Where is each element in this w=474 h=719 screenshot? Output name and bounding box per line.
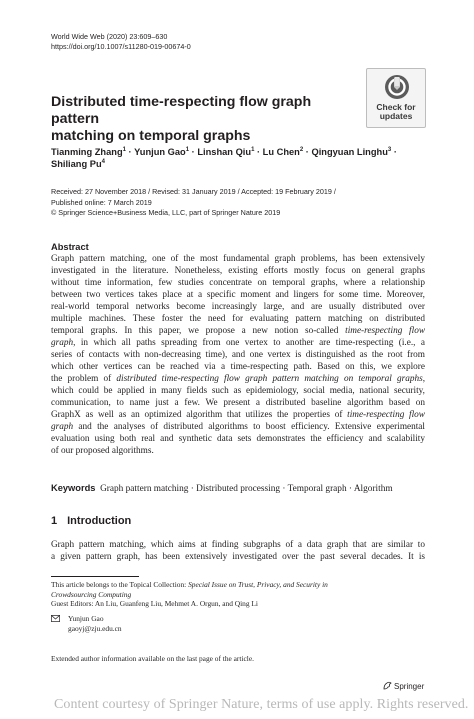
dates-line-1: Received: 27 November 2018 / Revised: 31 January 2019 / Accepted: 19 February 2019 / bbox=[51, 187, 336, 196]
author-separator: · bbox=[189, 147, 198, 157]
update-check-icon bbox=[384, 74, 410, 100]
dates-line-2: Published online: 7 March 2019 bbox=[51, 197, 152, 207]
section-number: 1 bbox=[51, 515, 58, 527]
article-title bbox=[51, 94, 351, 145]
publication-dates bbox=[51, 187, 336, 219]
abstract-line: between two vertices takes place at a specific moment and lingers for some time. Moreover, bbox=[51, 290, 425, 300]
check-for-updates-badge[interactable] bbox=[366, 68, 426, 128]
affiliation-marker: 1 bbox=[122, 147, 126, 153]
author-name: Lu Chen bbox=[262, 147, 300, 157]
abstract-line: multiple machines. These foster the need for evaluating pattern matching on distributed bbox=[51, 314, 425, 324]
journal-citation bbox=[51, 32, 191, 52]
author-name: Yunjun Gao bbox=[134, 147, 186, 157]
collection-title-cont: Crowdsourcing Computing bbox=[51, 589, 132, 599]
affiliation-marker: 1 bbox=[251, 147, 255, 153]
section-heading-introduction bbox=[51, 515, 131, 527]
emphasis: graph bbox=[51, 422, 74, 432]
abstract-line: graph and the analyses of distributed algorithms to boost efficiency. Extensive experimental bbox=[51, 422, 425, 432]
abstract-line: investigated in the literature. Nonetheless, existing efforts mostly focus on general graphs bbox=[51, 266, 425, 276]
author-name: Shiliang Pu bbox=[51, 158, 102, 169]
author-name: Linshan Qiu bbox=[197, 147, 252, 157]
section-title: Introduction bbox=[67, 515, 132, 527]
topical-collection-note bbox=[51, 580, 431, 609]
abstract-line: real-world temporal networks become increasingly large, and are usually distributed over bbox=[51, 302, 425, 312]
keywords-label: Keywords bbox=[51, 483, 96, 493]
footnote-rule bbox=[51, 576, 139, 577]
copyright-line: © Springer Science+Business Media, LLC, part of Springer Nature 2019 bbox=[51, 208, 281, 217]
author-list bbox=[51, 147, 431, 170]
keywords-line bbox=[51, 483, 393, 494]
introduction-text bbox=[51, 539, 425, 563]
publisher-name: Springer bbox=[394, 682, 425, 691]
abstract-heading: Abstract bbox=[51, 242, 89, 252]
abstract-line: Graph pattern matching, one of the most fundamental graph problems, has been extensively bbox=[51, 254, 425, 264]
author-name: Qingyuan Linghu bbox=[311, 147, 388, 157]
abstract-line: temporal graphs. In this paper, we propose a new notion so-called time-respecting flow bbox=[51, 326, 425, 336]
affiliation-marker: 1 bbox=[185, 147, 190, 153]
emphasis: time-respecting flow bbox=[345, 326, 425, 336]
abstract-line: of our proposed algorithms. bbox=[51, 446, 154, 456]
publisher-logo bbox=[383, 681, 424, 691]
collection-title: Special Issue on Trust, Privacy, and Security in bbox=[188, 580, 328, 589]
extended-author-note: Extended author information available on the last page of the article. bbox=[51, 654, 254, 663]
badge-label bbox=[367, 103, 425, 121]
footnote-prefix: This article belongs to the Topical Collection: bbox=[51, 580, 189, 589]
contact-name: Yunjun Gao bbox=[68, 614, 104, 623]
abstract-line: evaluation using both real and synthetic data sets demonstrates the efficiency and scalability bbox=[51, 434, 425, 444]
emphasis: distributed time-respecting flow graph pattern matching on temporal graphs bbox=[116, 374, 423, 384]
emphasis: graph bbox=[51, 338, 74, 348]
abstract-line: the problem of distributed time-respecting flow graph pattern matching on temporal graphs, bbox=[51, 374, 425, 384]
courtesy-watermark: Content courtesy of Springer Nature, terms of use apply. Rights reserved. bbox=[54, 697, 469, 712]
badge-label-line1: Check for bbox=[376, 102, 416, 112]
author-separator: · bbox=[303, 147, 312, 157]
author-separator: · bbox=[391, 147, 397, 157]
abstract-line: graph, in which all paths spreading from one vertex to another are time-respecting (i.e., a bbox=[51, 338, 425, 348]
abstract-line: which could be applied in many fields such as epidemiology, social media, national security, bbox=[51, 386, 425, 396]
author-separator: · bbox=[125, 147, 135, 157]
guest-editors: Guest Editors: An Liu, Guanfeng Liu, Mehmet A. Orgun, and Qing Li bbox=[51, 599, 258, 608]
emphasis: time-respecting flow bbox=[347, 410, 425, 420]
affiliation-marker: 2 bbox=[299, 147, 304, 153]
introduction-line: Graph pattern matching, which aims at finding subgraphs of a data graph that are similar to bbox=[51, 540, 425, 550]
envelope-icon bbox=[51, 615, 60, 622]
springer-horse-icon bbox=[383, 681, 392, 690]
abstract-text bbox=[51, 253, 425, 457]
author-separator: · bbox=[254, 147, 263, 157]
footnote-line-2 bbox=[51, 590, 431, 600]
keywords-text: Graph pattern matching · Distributed processing · Temporal graph · Algorithm bbox=[100, 484, 393, 494]
affiliation-marker: 3 bbox=[387, 147, 392, 153]
abstract-line: communication, to name just a few. We present a distributed baseline algorithm based on bbox=[51, 398, 425, 408]
footnote-line-1 bbox=[51, 580, 431, 590]
abstract-line: GraphX as well as an optimized algorithm that utilizes the properties of time-respecting flow bbox=[51, 410, 425, 420]
introduction-line: a given pattern graph, has been extensively investigated over the past several decades. It is bbox=[51, 552, 425, 562]
badge-label-line2: updates bbox=[379, 111, 413, 121]
abstract-line: which other vertices can be reached via a time-respecting path. Based on this, we explore bbox=[51, 362, 425, 372]
author-name: Tianming Zhang bbox=[51, 147, 123, 157]
abstract-line: without time information, few studies concentrate on temporal graphs, where a relationship bbox=[51, 278, 425, 288]
title-line-2: matching on temporal graphs bbox=[51, 128, 251, 144]
affiliation-marker: 4 bbox=[101, 158, 105, 165]
doi-link[interactable]: https://doi.org/10.1007/s11280-019-00674-0 bbox=[51, 42, 191, 51]
journal-line: World Wide Web (2020) 23:609–630 bbox=[51, 32, 168, 41]
abstract-line: series of contacts with non-decreasing time), and one vertex is distinguished as the root from bbox=[51, 350, 425, 360]
contact-email[interactable]: gaoyj@zju.edu.cn bbox=[68, 624, 122, 633]
title-line-1: Distributed time-respecting flow graph pattern bbox=[51, 94, 312, 127]
